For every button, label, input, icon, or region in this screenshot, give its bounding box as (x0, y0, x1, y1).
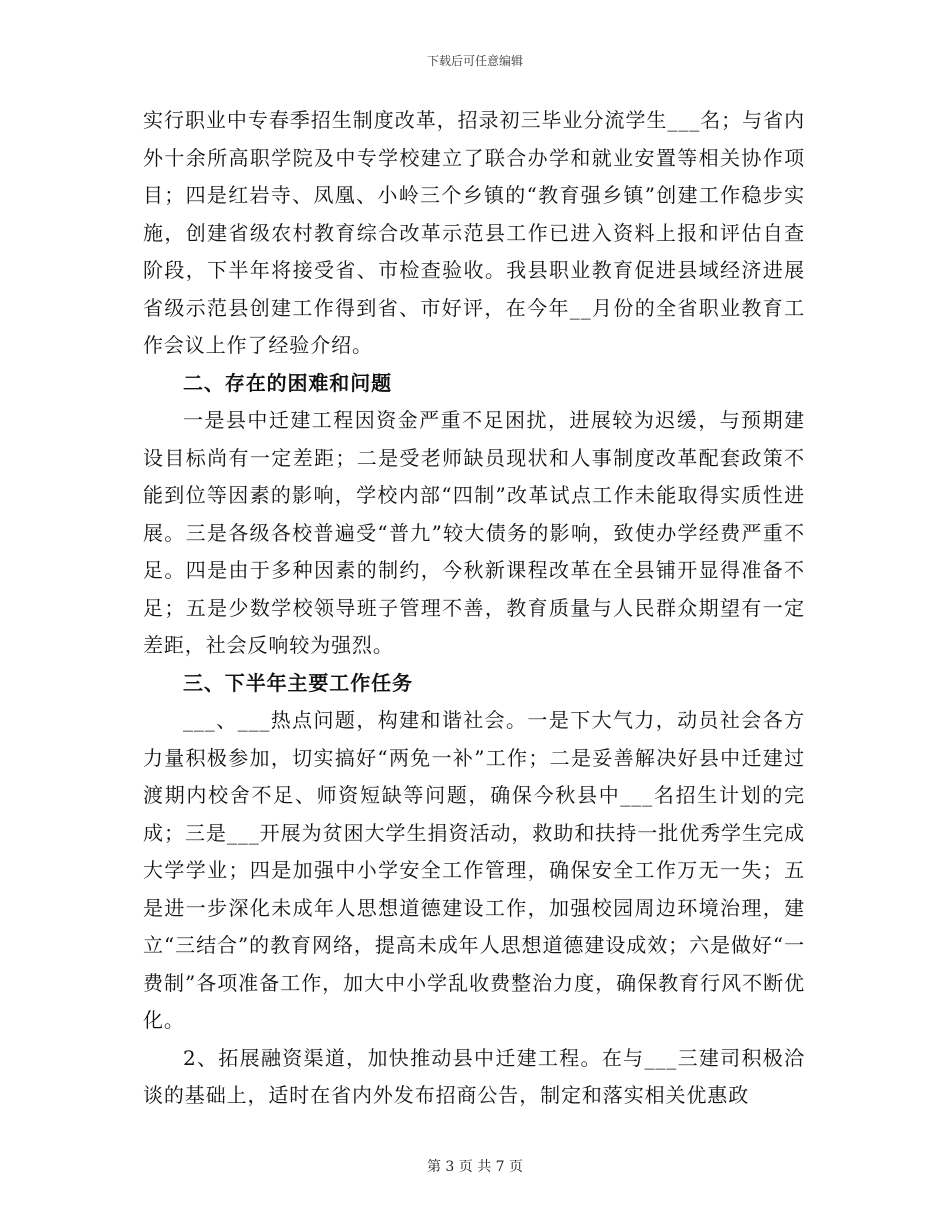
paragraph-vocational-education: 实行职业中专春季招生制度改革，招录初三毕业分流学生___名；与省内外十余所高职学院及中专学校建立了联合办学和就业安置等相关协作项目；四是红岩寺、凤凰、小岭三个乡镇的“教育强乡镇”创建工作稳步实施，创建省级农村教育综合改革示范县工作已进入资料上报和评估自查阶段，下半年将接受省、市检查验收。我县职业教育促进县域经济进展省级示范县创建工作得到省、市好评，在今年__月份的全省职业教育工作会议上作了经验介绍。 (143, 108, 805, 357)
document-body (143, 102, 805, 1115)
section-heading-difficulties: 二、存在的困难和问题 (183, 370, 392, 395)
paragraph-difficulties: 一是县中迁建工程因资金严重不足困扰，进展较为迟缓，与预期建设目标尚有一定差距；二是受老师缺员现状和人事制度改革配套政策不能到位等因素的影响，学校内部“四制”改革试点工作未能取得实质性进展。三是各级各校普遍受“普九”较大债务的影响，致使办学经费严重不足。四是由于多种因素的制约，今秋新课程改革在全县铺开显得准备不足；五是少数学校领导班子管理不善，教育质量与人民群众期望有一定差距，社会反响较为强烈。 (143, 408, 805, 657)
page-footer: 第 3 页 共 7 页 (426, 1159, 524, 1175)
section-heading-tasks: 三、下半年主要工作任务 (183, 670, 413, 695)
page-header: 下载后可任意编辑 (426, 54, 523, 68)
paragraph-financing: 2、拓展融资渠道，加快推动县中迁建工程。在与___三建司积极洽谈的基础上，适时在省内外发布招商公告，制定和落实相关优惠政 (143, 1045, 805, 1107)
paragraph-hot-issues: ___、___热点问题，构建和谐社会。一是下大气力，动员社会各方力量积极参加，切实搞好“两免一补”工作；二是妥善解决好县中迁建过渡期内校舍不足、师资短缺等问题，确保今秋县中___名招生计划的完成；三是___开展为贫困大学生捐资活动，救助和扶持一批优秀学生完成大学学业；四是加强中小学安全工作管理，确保安全工作万无一失；五是进一步深化未成年人思想道德建设工作，加强校园周边环境治理，建立“三结合”的教育网络，提高未成年人思想道德建设成效；六是做好“一费制”各项准备工作，加大中小学乱收费整治力度，确保教育行风不断优化。 (143, 708, 805, 1032)
